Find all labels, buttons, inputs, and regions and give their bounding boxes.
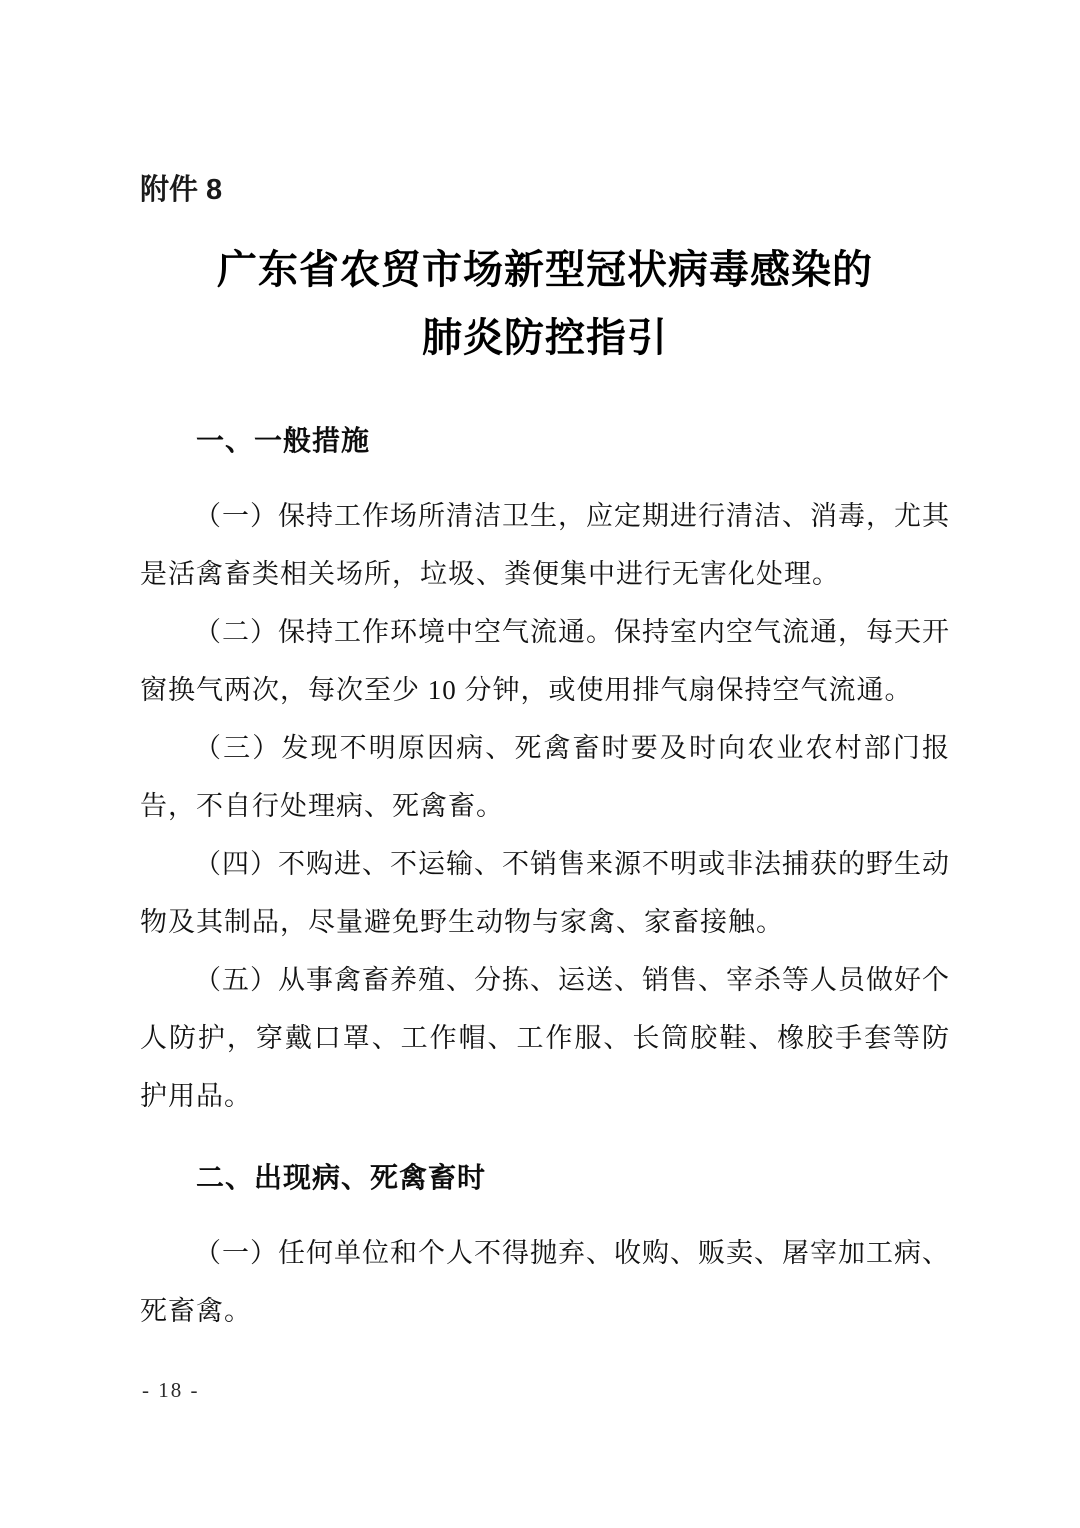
document-title-line-1: 广东省农贸市场新型冠状病毒感染的 <box>217 247 873 292</box>
document-title <box>140 236 950 372</box>
section-heading-general-measures: 一、一般措施 <box>196 425 371 456</box>
paragraph-general-3: （三）发现不明原因病、死禽畜时要及时向农业农村部门报告，不自行处理病、死禽畜。 <box>140 733 950 821</box>
paragraph-general-2: （二）保持工作环境中空气流通。保持室内空气流通，每天开窗换气两次，每次至少 10 分钟，或使用排气扇保持空气流通。 <box>140 617 950 705</box>
paragraph-general-5: （五）从事禽畜养殖、分拣、运送、销售、宰杀等人员做好个人防护，穿戴口罩、工作帽、工作服、长筒胶鞋、橡胶手套等防护用品。 <box>140 965 950 1111</box>
paragraph-sick-dead-1: （一）任何单位和个人不得抛弃、收购、贩卖、屠宰加工病、死畜禽。 <box>140 1238 950 1326</box>
attachment-label: 附件 8 <box>140 174 223 206</box>
document-title-line-2: 肺炎防控指引 <box>422 315 668 360</box>
paragraph-general-4: （四）不购进、不运输、不销售来源不明或非法捕获的野生动物及其制品，尽量避免野生动物与家禽、家畜接触。 <box>140 849 950 937</box>
page-number: - 18 - <box>142 1378 200 1402</box>
paragraph-general-1: （一）保持工作场所清洁卫生，应定期进行清洁、消毒，尤其是活禽畜类相关场所，垃圾、粪便集中进行无害化处理。 <box>140 501 950 589</box>
section-heading-sick-dead-livestock: 二、出现病、死禽畜时 <box>196 1162 487 1193</box>
